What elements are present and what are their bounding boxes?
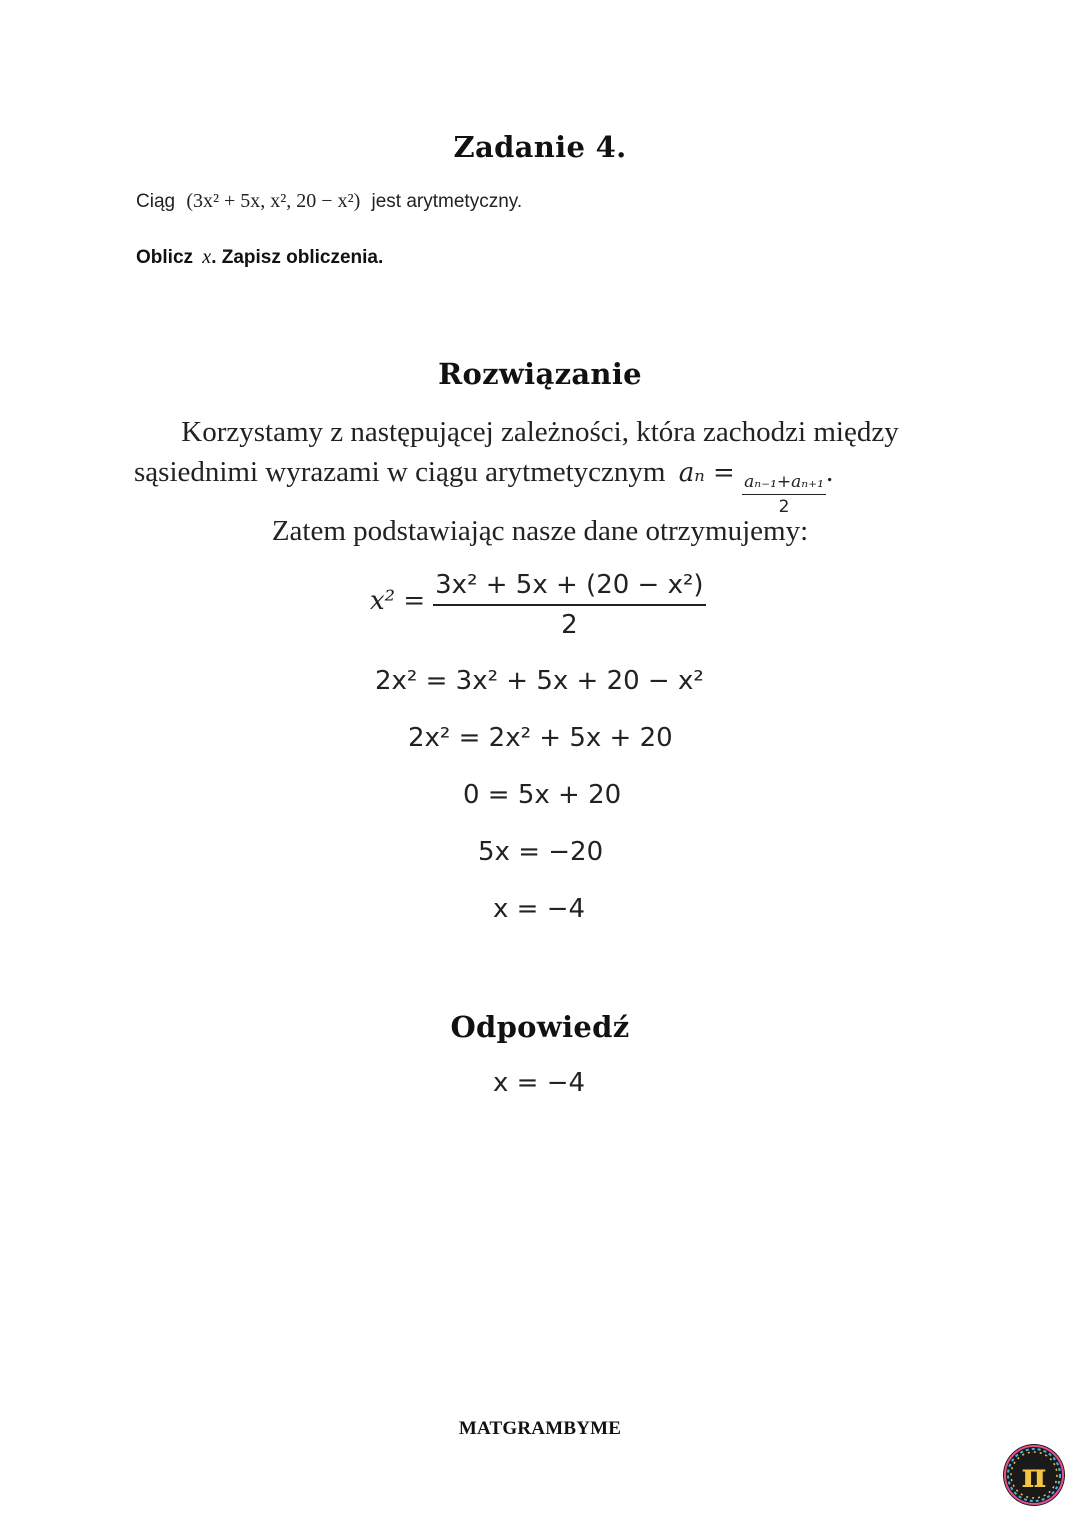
instruction-prefix: Oblicz (136, 247, 194, 268)
solution-line-2: sąsiednimi wyrazami w ciągu arytmetycznym aₙ = $\frac{\text{aₙ₋₁+aₙ₊₁}}{2}$ . (134, 456, 834, 517)
task-instruction (136, 246, 383, 269)
answer-value: x = −4 (493, 1068, 586, 1098)
answer-heading: Odpowiedź (450, 1010, 630, 1044)
footer-label: MATGRAMBYME (458, 1418, 622, 1439)
step1-fraction (433, 570, 705, 640)
recurrence-numerator: aₙ₋₁+aₙ₊₁ (742, 472, 826, 495)
equation-step-5: 5x = −20 (478, 837, 604, 867)
instruction-variable: x (202, 246, 212, 268)
task-statement (136, 190, 522, 213)
solution-heading: Rozwiązanie (438, 357, 642, 391)
pi-icon (1002, 1443, 1066, 1507)
recurrence-fraction (742, 472, 826, 517)
svg-text:π: π (1021, 1456, 1047, 1496)
step1-numerator: 3x² + 5x + (20 − x²) (433, 570, 705, 606)
instruction-suffix: . Zapisz obliczenia. (211, 247, 384, 268)
solution-line-2-text: sąsiednimi wyrazami w ciągu arytmetycznym (134, 456, 666, 488)
equation-step-1 (370, 570, 706, 640)
recurrence-denominator: 2 (778, 497, 790, 517)
step1-denominator: 2 (561, 610, 578, 640)
task-statement-prefix: Ciąg (136, 191, 176, 212)
equation-step-2: 2x² = 3x² + 5x + 20 − x² (375, 666, 704, 696)
recurrence-lhs: aₙ = (678, 458, 735, 488)
step1-lhs: x² = (370, 586, 426, 616)
task-statement-suffix: jest arytmetyczny. (371, 191, 523, 212)
equation-step-3: 2x² = 2x² + 5x + 20 (408, 723, 673, 753)
task-title: Zadanie 4. (453, 130, 627, 164)
task-sequence: (3x² + 5x, x², 20 − x²) (186, 190, 361, 212)
solution-line-1: Korzystamy z następującej zależności, która zachodzi między (181, 416, 899, 448)
equation-step-4: 0 = 5x + 20 (463, 780, 622, 810)
equation-step-6: x = −4 (493, 894, 586, 924)
solution-line-3: Zatem podstawiając nasze dane otrzymujemy: (271, 515, 809, 547)
